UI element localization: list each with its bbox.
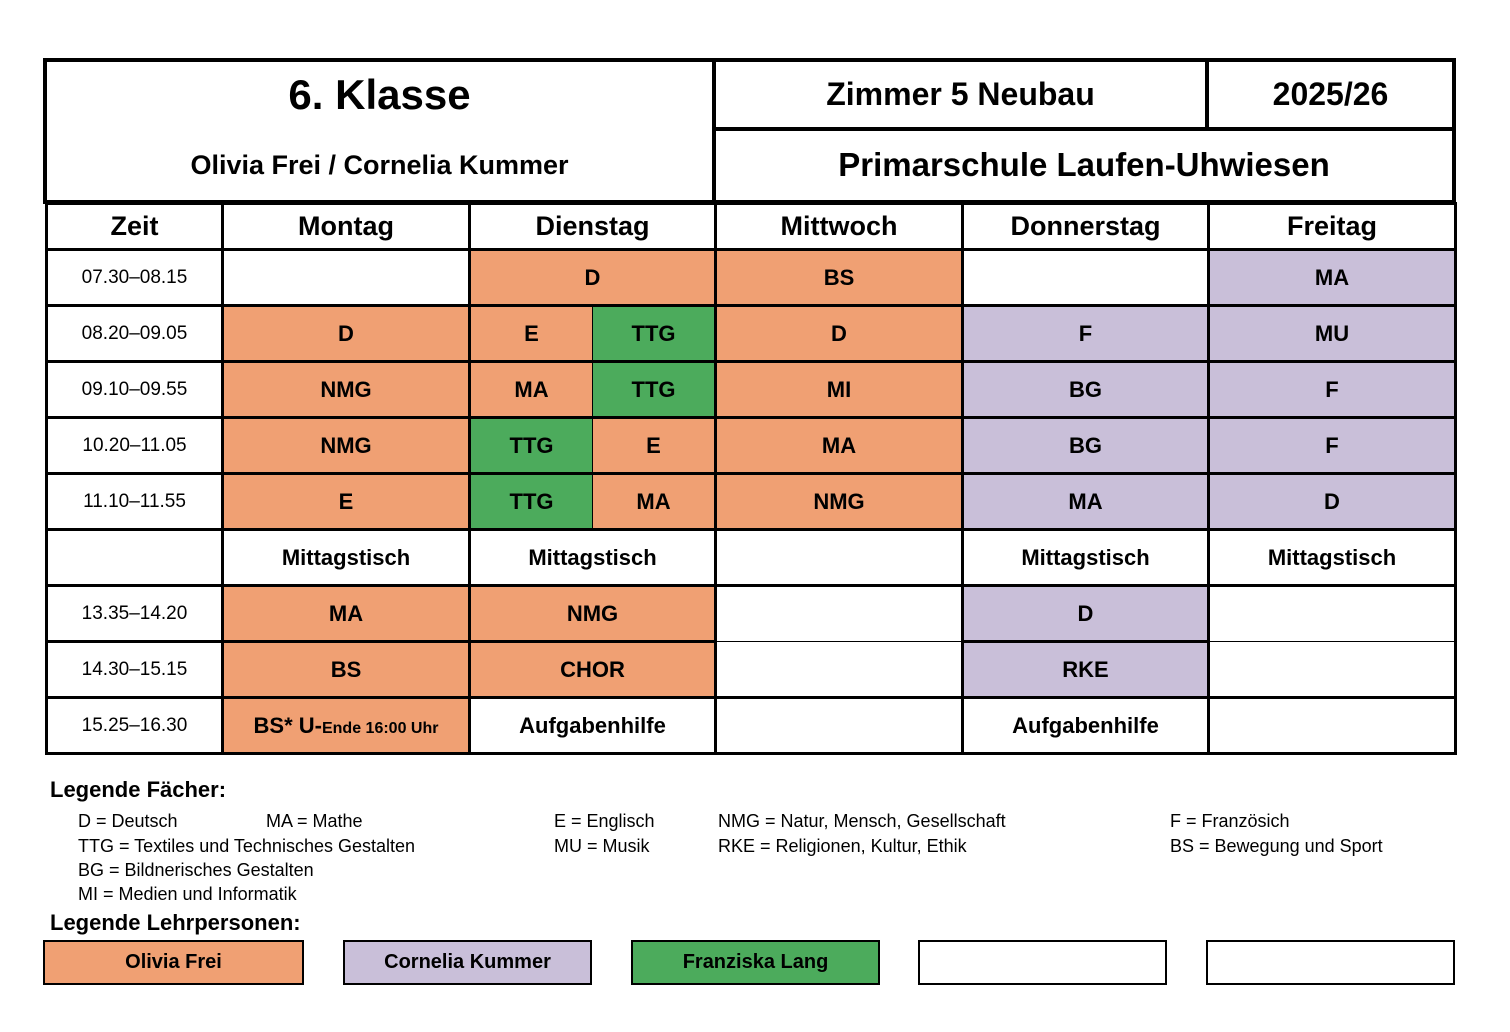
header-tuesday: Dienstag bbox=[470, 204, 716, 250]
lesson-cell: TTG bbox=[593, 306, 716, 362]
legend-entry: F = Französich bbox=[1170, 811, 1290, 831]
lesson-cell-empty bbox=[716, 586, 963, 642]
school-year: 2025/26 bbox=[1272, 76, 1389, 112]
teacher-legend-empty bbox=[918, 940, 1167, 985]
lesson-note: Ende 16:00 Uhr bbox=[321, 719, 439, 737]
lesson-cell: MA bbox=[593, 474, 716, 530]
lesson-cell: MU bbox=[1209, 306, 1456, 362]
legend-entry: NMG = Natur, Mensch, Gesellschaft bbox=[718, 811, 1006, 831]
lesson-cell: NMG bbox=[223, 418, 470, 474]
lesson-cell: BS bbox=[716, 250, 963, 306]
time-cell: 13.35–14.20 bbox=[47, 586, 223, 642]
lunch-cell: Mittagstisch bbox=[223, 530, 470, 586]
lunch-cell: Mittagstisch bbox=[963, 530, 1209, 586]
time-cell-empty bbox=[47, 530, 223, 586]
lesson-cell: D bbox=[963, 586, 1209, 642]
lesson-cell: F bbox=[963, 306, 1209, 362]
day-header-row bbox=[47, 204, 1456, 250]
schedule-row bbox=[47, 642, 1456, 698]
lesson-cell: NMG bbox=[223, 362, 470, 418]
schedule-row bbox=[47, 306, 1456, 362]
legend-entry: MA = Mathe bbox=[266, 811, 363, 831]
header-thursday: Donnerstag bbox=[963, 204, 1209, 250]
legend-subjects-title: Legende Fächer: bbox=[50, 777, 227, 802]
lesson-cell-empty bbox=[963, 250, 1209, 306]
legend-teachers-title: Legende Lehrpersonen: bbox=[50, 910, 301, 935]
legend-entry: TTG = Textiles und Technisches Gestalten bbox=[78, 836, 416, 856]
legend-entry: BG = Bildnerisches Gestalten bbox=[78, 860, 314, 880]
lesson-cell: MA bbox=[716, 418, 963, 474]
lesson-cell: RKE bbox=[963, 642, 1209, 698]
lesson-cell: MA bbox=[963, 474, 1209, 530]
lesson-cell: F bbox=[1209, 418, 1456, 474]
lesson-cell-empty bbox=[1209, 642, 1456, 698]
lesson-cell: D bbox=[716, 306, 963, 362]
lesson-cell: Aufgabenhilfe bbox=[963, 698, 1209, 754]
schedule-row bbox=[47, 418, 1456, 474]
lesson-cell: NMG bbox=[470, 586, 716, 642]
lesson-cell: MI bbox=[716, 362, 963, 418]
lesson-cell: D bbox=[223, 306, 470, 362]
header-monday: Montag bbox=[223, 204, 470, 250]
time-cell: 09.10–09.55 bbox=[47, 362, 223, 418]
lesson-cell-empty bbox=[716, 698, 963, 754]
header-friday: Freitag bbox=[1209, 204, 1456, 250]
header-zeit: Zeit bbox=[47, 204, 223, 250]
time-cell: 11.10–11.55 bbox=[47, 474, 223, 530]
schedule-row bbox=[47, 698, 1456, 754]
lesson-cell: NMG bbox=[716, 474, 963, 530]
teacher-legend-olivia-frei: Olivia Frei bbox=[43, 940, 304, 985]
time-cell: 10.20–11.05 bbox=[47, 418, 223, 474]
schedule-row bbox=[47, 586, 1456, 642]
lesson-cell-empty bbox=[223, 250, 470, 306]
lesson-cell bbox=[223, 698, 470, 754]
schedule-row bbox=[47, 362, 1456, 418]
legend-entry: BS = Bewegung und Sport bbox=[1170, 836, 1383, 856]
lesson-cell: E bbox=[223, 474, 470, 530]
legend-entry: MI = Medien und Informatik bbox=[78, 884, 297, 904]
legend-entry: RKE = Religionen, Kultur, Ethik bbox=[718, 836, 967, 856]
lunch-cell: Mittagstisch bbox=[470, 530, 716, 586]
class-title: 6. Klasse bbox=[288, 71, 471, 118]
teacher-legend-franziska-lang: Franziska Lang bbox=[631, 940, 880, 985]
lunch-cell-empty bbox=[716, 530, 963, 586]
teachers-line: Olivia Frei / Cornelia Kummer bbox=[190, 149, 569, 180]
time-cell: 14.30–15.15 bbox=[47, 642, 223, 698]
teacher-legend-cornelia-kummer: Cornelia Kummer bbox=[343, 940, 592, 985]
schedule-row bbox=[47, 474, 1456, 530]
lesson-label: BS* U- bbox=[253, 712, 322, 738]
lesson-cell: BS bbox=[223, 642, 470, 698]
lunch-cell: Mittagstisch bbox=[1209, 530, 1456, 586]
lesson-cell: E bbox=[593, 418, 716, 474]
time-cell: 07.30–08.15 bbox=[47, 250, 223, 306]
lesson-cell-empty bbox=[716, 642, 963, 698]
timetable bbox=[45, 202, 1457, 755]
lesson-cell: Aufgabenhilfe bbox=[470, 698, 716, 754]
lesson-cell: MA bbox=[223, 586, 470, 642]
lesson-cell: BG bbox=[963, 362, 1209, 418]
lesson-cell: MA bbox=[470, 362, 593, 418]
lesson-cell: D bbox=[1209, 474, 1456, 530]
lesson-cell-empty bbox=[1209, 698, 1456, 754]
lesson-cell: E bbox=[470, 306, 593, 362]
lesson-cell: TTG bbox=[470, 418, 593, 474]
teacher-legend-empty bbox=[1206, 940, 1455, 985]
legend-entry: MU = Musik bbox=[554, 836, 650, 856]
school-name: Primarschule Laufen-Uhwiesen bbox=[838, 146, 1330, 183]
schedule-row bbox=[47, 250, 1456, 306]
lesson-cell: CHOR bbox=[470, 642, 716, 698]
time-cell: 08.20–09.05 bbox=[47, 306, 223, 362]
legend-entry: E = Englisch bbox=[554, 811, 655, 831]
lesson-cell: MA bbox=[1209, 250, 1456, 306]
legend-entry: D = Deutsch bbox=[78, 811, 178, 831]
time-cell: 15.25–16.30 bbox=[47, 698, 223, 754]
lesson-cell: TTG bbox=[593, 362, 716, 418]
lesson-cell: TTG bbox=[470, 474, 593, 530]
room-label: Zimmer 5 Neubau bbox=[826, 76, 1095, 112]
lesson-cell-empty bbox=[1209, 586, 1456, 642]
lunch-row bbox=[47, 530, 1456, 586]
lesson-cell: BG bbox=[963, 418, 1209, 474]
lesson-cell: D bbox=[470, 250, 716, 306]
header-wednesday: Mittwoch bbox=[716, 204, 963, 250]
lesson-cell: F bbox=[1209, 362, 1456, 418]
